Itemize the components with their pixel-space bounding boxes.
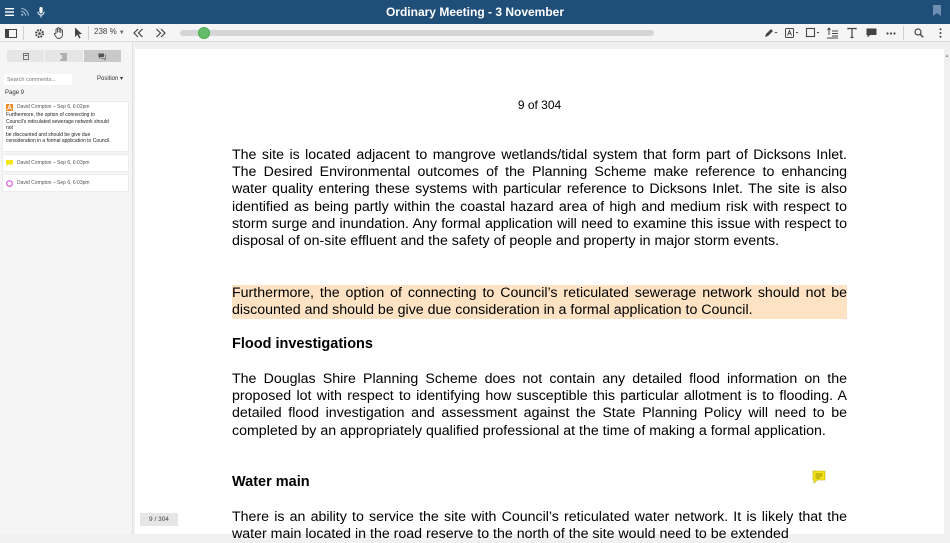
highlight-annotation-icon: [6, 104, 13, 111]
more-tools-icon[interactable]: [884, 26, 898, 40]
double-chevron-right-icon[interactable]: [154, 26, 168, 40]
paragraph: There is an ability to service the site with Council’s reticulated water network. It is likely that the water main located in the road reserve to the north of the site would need to be extended: [232, 509, 847, 543]
circle-annotation-icon: [6, 180, 13, 187]
hand-tool-icon[interactable]: [52, 26, 66, 40]
scroll-up-icon[interactable]: ▲: [944, 53, 950, 59]
comment-author: David Compton: [17, 104, 52, 110]
text-tool-icon[interactable]: [845, 26, 859, 40]
kebab-menu-icon[interactable]: [933, 26, 947, 40]
comment-item[interactable]: [2, 154, 129, 172]
tab-comments[interactable]: [84, 50, 122, 62]
section-heading: Flood investigations: [232, 336, 373, 352]
tab-thumbnails[interactable]: [7, 50, 45, 62]
toolbar-divider: [23, 26, 24, 40]
sort-dropdown[interactable]: [97, 75, 123, 82]
comment-text-line: be discounted and should be give due: [6, 131, 91, 138]
search-icon[interactable]: [912, 26, 926, 40]
sort-label: Position: [97, 76, 119, 82]
thumbnail-icon: [23, 53, 29, 60]
comment-icon[interactable]: [864, 26, 878, 40]
document-page: [135, 49, 944, 543]
page-group-label: Page 9: [5, 90, 25, 96]
gear-icon[interactable]: [32, 26, 46, 40]
note-annotation-icon: [6, 160, 13, 167]
comment-author: David Compton: [17, 180, 52, 186]
select-pointer-icon[interactable]: [71, 26, 85, 40]
page-indicator: 9 / 304: [140, 513, 178, 526]
comment-separator: –: [52, 180, 56, 186]
comment-separator: –: [52, 104, 56, 110]
section-heading: Water main: [232, 474, 310, 490]
comment-header: [3, 102, 128, 112]
page-progress-slider[interactable]: [180, 30, 654, 36]
comment-author: David Compton: [17, 160, 52, 166]
comment-text-line: not: [6, 125, 13, 131]
paragraph: The site is located adjacent to mangrove wetlands/tidal system that form part of Dicksons Inlet. The Desired Environmental outcomes of the Planning Scheme make reference to enhancing water quality entering these systems with particular reference to Dicksons Inlet. The site is also identified as being partly within the coastal hazard area of high and medium risk with respect to storm surge and inundation. Any formal application will need to examine this issue with respect to disposal of on-site effluent and the safety of people and property in major storm events.: [232, 147, 847, 250]
comment-text-line: Furthermore, the option of connecting to: [6, 112, 95, 118]
comment-date: Sep 6, 6:03pm: [57, 160, 90, 166]
bookmark-icon[interactable]: [932, 4, 944, 18]
comment-text-line: Council’s reticulated sewerage network should: [6, 118, 109, 125]
search-comments-input[interactable]: [4, 74, 72, 85]
comment-header: [3, 175, 128, 191]
page-number-header: 9 of 304: [517, 98, 562, 112]
signature-icon[interactable]: [826, 26, 840, 40]
pen-tool-icon[interactable]: [764, 26, 778, 40]
sidebar-toggle-icon[interactable]: [4, 26, 18, 40]
tab-outline[interactable]: [45, 50, 83, 62]
comment-header: [3, 155, 128, 171]
comment-date: Sep 6, 6:03pm: [57, 180, 90, 186]
chevron-down-icon: ▼: [118, 30, 125, 36]
comment-text: [3, 112, 128, 148]
comment-text-line: consideration in a formal application to Council.: [6, 138, 111, 144]
title-bar: [0, 0, 950, 24]
window-title: Ordinary Meeting - 3 November: [385, 5, 565, 19]
toolbar: [0, 24, 950, 42]
chevron-down-icon: ▾: [120, 76, 124, 82]
zoom-value: 238 %: [94, 27, 117, 36]
comment-item[interactable]: [2, 101, 129, 152]
toolbar-divider: [88, 26, 89, 40]
toolbar-divider: [903, 26, 904, 40]
comments-tab-icon: [98, 53, 106, 60]
highlighted-paragraph[interactable]: Furthermore, the option of connecting to Council’s reticulated sewerage network should not be discounted and should be give due consideration in a formal application to Council.: [232, 285, 847, 319]
vertical-scrollbar[interactable]: [944, 49, 950, 534]
double-chevron-left-icon[interactable]: [131, 26, 145, 40]
text-format-icon[interactable]: [785, 26, 799, 40]
zoom-select[interactable]: [94, 27, 125, 36]
comment-item[interactable]: [2, 174, 129, 192]
comment-date: Sep 6, 6:02pm: [57, 104, 90, 110]
note-annotation-icon[interactable]: [812, 470, 826, 484]
shape-tool-icon[interactable]: [806, 26, 820, 40]
progress-slider-thumb[interactable]: [198, 27, 210, 39]
outline-icon: [60, 53, 67, 60]
paragraph: The Douglas Shire Planning Scheme does not contain any detailed flood information on the proposed lot with respect to identifying how susceptible this particular allotment is to flooding. A detailed flood investigation and assessment against the State Planning Policy will need to be completed by an appropriately qualified professional at the time of making a formal application.: [232, 371, 847, 439]
comment-separator: –: [52, 160, 56, 166]
comments-sidebar: [0, 42, 133, 534]
sidebar-tab-group: [7, 50, 122, 62]
